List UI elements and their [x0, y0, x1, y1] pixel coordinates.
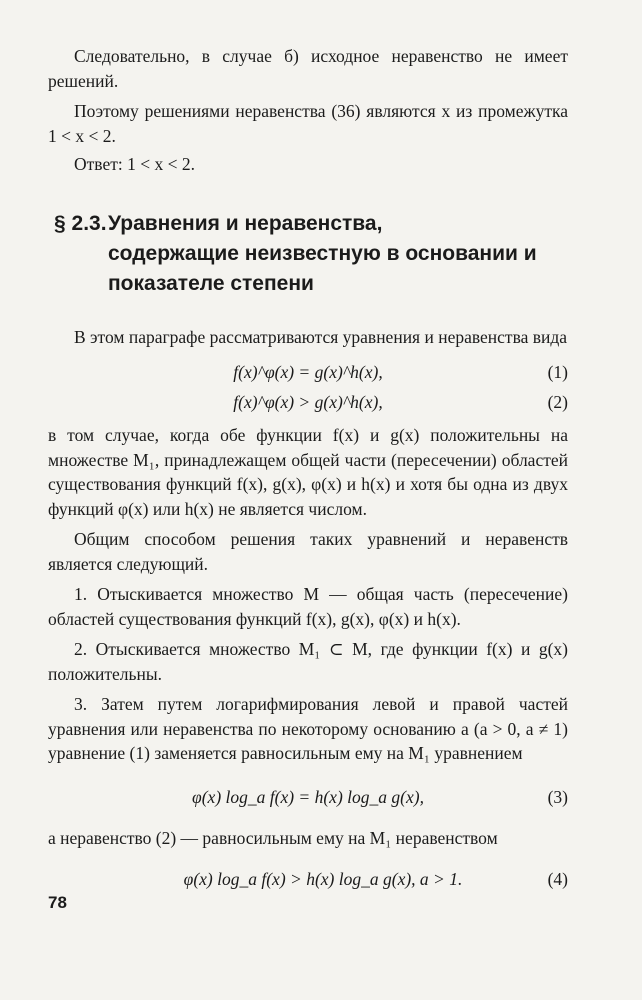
paragraph-case-b: Следовательно, в случае б) исходное неравенство не имеет решений. [48, 46, 568, 91]
paragraph-intro: В этом параграфе рассматриваются уравнения и неравенства вида [74, 326, 568, 347]
section-number: § 2.3. [54, 211, 107, 235]
formula-4-expression: φ(x) log_a f(x) > h(x) log_a g(x), a > 1. [183, 869, 463, 889]
formula-3 [48, 782, 568, 812]
paragraph-inequality: а неравенство (2) — равносильным ему на M₁ неравенством [48, 827, 498, 848]
book-page [48, 44, 568, 894]
formula-2-number: (2) [547, 392, 568, 412]
paragraph-method: Общим способом решения таких уравнений и неравенств является следующий. [48, 529, 568, 574]
page-number: 78 [48, 893, 67, 912]
formula-2 [48, 387, 568, 417]
formula-3-expression: φ(x) log_a f(x) = h(x) log_a g(x), [192, 786, 424, 807]
paragraph-step-1: 1. Отыскивается множество M — общая часть (пересечение) областей существования функций f(x), g(x), φ(x) и h(x). [48, 584, 568, 629]
formula-1 [48, 357, 568, 387]
section-title-line-3: показателе степени [108, 271, 314, 295]
formula-1-number: (1) [547, 362, 568, 382]
paragraph-step-2: 2. Отыскивается множество M₁ ⊂ M, где функции f(x) и g(x) положительны. [48, 639, 568, 684]
formula-2-expression: f(x)^φ(x) > g(x)^h(x), [233, 392, 383, 412]
formula-3-number: (3) [547, 786, 568, 807]
paragraph-solutions: Поэтому решениями неравенства (36) являются x из промежутка 1 < x < 2. [48, 101, 568, 146]
formula-1-expression: f(x)^φ(x) = g(x)^h(x), [233, 362, 383, 382]
formula-4 [48, 864, 568, 894]
formula-4-number: (4) [547, 869, 568, 889]
section-title-line-1: Уравнения и неравенства, [108, 211, 383, 235]
section-heading [48, 209, 568, 299]
answer-line: Ответ: 1 < x < 2. [74, 154, 195, 174]
paragraph-conditions: в том случае, когда обе функции f(x) и g(x) положительны на множестве M₁, принадлежащем общей части (пересечении) областей существования функций f(x), g(x), φ(x) и h(x) и хотя бы одна из двух функций φ(x) или h(x) не является числом. [48, 425, 568, 519]
paragraph-step-3: 3. Затем путем логарифмирования левой и правой частей уравнения или неравенства по некоторому основанию a (a > 0, a ≠ 1) уравнение (1) заменяется равносильным ему на M₁ уравнением [48, 694, 568, 763]
section-title-line-2: содержащие неизвестную в основании и [108, 241, 537, 265]
